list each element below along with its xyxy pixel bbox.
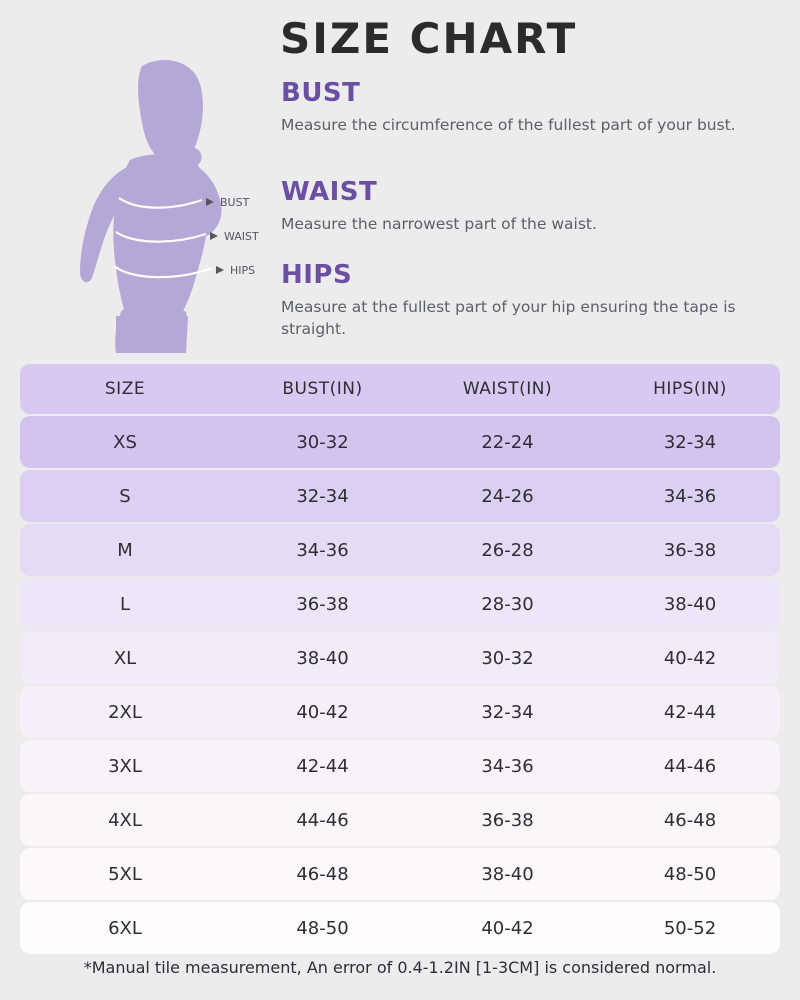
column-header-waist: WAIST(IN) [415, 364, 600, 414]
measurement-heading-bust: BUST [281, 78, 361, 108]
column-header-bust: BUST(IN) [230, 364, 415, 414]
measurement-text-bust: Measure the circumference of the fullest part of your bust. [281, 116, 736, 134]
cell-hips: 48-50 [600, 848, 780, 900]
cell-waist: 40-42 [415, 902, 600, 954]
cell-waist: 28-30 [415, 578, 600, 630]
table-row [20, 686, 780, 738]
table-row [20, 740, 780, 792]
measurement-block-waist [281, 177, 776, 235]
table-row [20, 416, 780, 468]
measurement-heading-waist: WAIST [281, 177, 378, 207]
figure-label-hips: HIPS [230, 264, 256, 277]
body-illustration [30, 48, 280, 353]
waist-arrow-icon [210, 232, 218, 240]
cell-waist: 36-38 [415, 794, 600, 846]
column-header-hips: HIPS(IN) [600, 364, 780, 414]
table-row [20, 794, 780, 846]
cell-size: 5XL [20, 848, 230, 900]
cell-bust: 34-36 [230, 524, 415, 576]
cell-size: 6XL [20, 902, 230, 954]
cell-size: S [20, 470, 230, 522]
cell-bust: 36-38 [230, 578, 415, 630]
table-row [20, 524, 780, 576]
cell-bust: 32-34 [230, 470, 415, 522]
cell-waist: 34-36 [415, 740, 600, 792]
cell-bust: 40-42 [230, 686, 415, 738]
cell-size: XL [20, 632, 230, 684]
cell-size: L [20, 578, 230, 630]
table-row [20, 578, 780, 630]
cell-waist: 24-26 [415, 470, 600, 522]
cell-hips: 38-40 [600, 578, 780, 630]
table-row [20, 470, 780, 522]
cell-hips: 36-38 [600, 524, 780, 576]
cell-size: M [20, 524, 230, 576]
figure-label-waist: WAIST [224, 230, 259, 243]
cell-waist: 32-34 [415, 686, 600, 738]
cell-bust: 48-50 [230, 902, 415, 954]
table-row [20, 632, 780, 684]
cell-hips: 40-42 [600, 632, 780, 684]
cell-hips: 34-36 [600, 470, 780, 522]
cell-size: XS [20, 416, 230, 468]
cell-waist: 22-24 [415, 416, 600, 468]
cell-size: 3XL [20, 740, 230, 792]
cell-size: 2XL [20, 686, 230, 738]
table-row [20, 902, 780, 954]
size-table [20, 362, 780, 956]
hips-arrow-icon [216, 266, 224, 274]
column-header-size: SIZE [20, 364, 230, 414]
cell-waist: 26-28 [415, 524, 600, 576]
cell-hips: 42-44 [600, 686, 780, 738]
cell-size: 4XL [20, 794, 230, 846]
table-header-row [20, 364, 780, 414]
cell-waist: 30-32 [415, 632, 600, 684]
cell-waist: 38-40 [415, 848, 600, 900]
size-table-head [20, 364, 780, 414]
cell-bust: 38-40 [230, 632, 415, 684]
footnote: *Manual tile measurement, An error of 0.4-1.2IN [1-3CM] is considered normal. [83, 958, 717, 977]
cell-bust: 30-32 [230, 416, 415, 468]
measurement-block-hips [281, 260, 776, 340]
cell-hips: 46-48 [600, 794, 780, 846]
table-row [20, 848, 780, 900]
measurement-text-hips: Measure at the fullest part of your hip ensuring the tape is straight. [281, 298, 736, 338]
page-title: SIZE CHART [280, 14, 578, 63]
measurement-heading-hips: HIPS [281, 260, 353, 290]
cell-hips: 44-46 [600, 740, 780, 792]
cell-bust: 44-46 [230, 794, 415, 846]
cell-bust: 46-48 [230, 848, 415, 900]
measurement-text-waist: Measure the narrowest part of the waist. [281, 215, 597, 233]
cell-hips: 32-34 [600, 416, 780, 468]
measurement-block-bust [281, 78, 776, 136]
size-table-wrapper [20, 362, 780, 956]
figure-label-bust: BUST [220, 196, 250, 209]
cell-hips: 50-52 [600, 902, 780, 954]
cell-bust: 42-44 [230, 740, 415, 792]
size-table-body [20, 416, 780, 954]
